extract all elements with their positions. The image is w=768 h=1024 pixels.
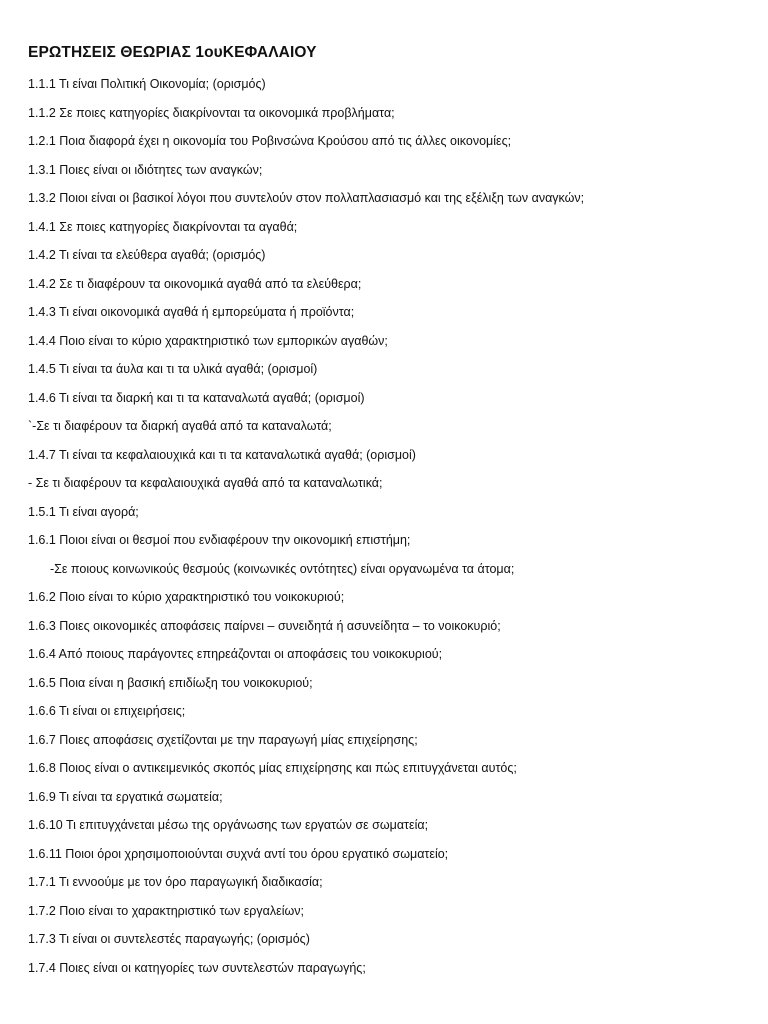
question-line: 1.4.2 Τι είναι τα ελεύθερα αγαθά; (ορισμός) <box>28 248 266 262</box>
question-list <box>28 74 758 986</box>
question-line: 1.6.10 Τι επιτυγχάνεται μέσω της οργάνωσης των εργατών σε σωματεία; <box>28 818 429 832</box>
question-line: 1.4.6 Τι είναι τα διαρκή και τι τα καταναλωτά αγαθά; (ορισμοί) <box>28 390 365 405</box>
question-line: 1.7.3 Τι είναι οι συντελεστές παραγωγής; (ορισμός) <box>28 932 310 946</box>
question-line: 1.7.4 Ποιες είναι οι κατηγορίες των συντελεστών παραγωγής; <box>28 960 366 975</box>
question-line: 1.4.1 Σε ποιες κατηγορίες διακρίνονται τα αγαθά; <box>28 219 298 234</box>
question-line: 1.7.2 Ποιο είναι το χαρακτηριστικό των εργαλείων; <box>28 903 304 918</box>
question-line: 1.1.2 Σε ποιες κατηγορίες διακρίνονται τα οικονομικά προβλήματα; <box>28 105 395 120</box>
question-line: 1.6.7 Ποιες αποφάσεις σχετίζονται με την παραγωγή μίας επιχείρησης; <box>28 732 418 747</box>
question-line: 1.4.3 Τι είναι οικονομικά αγαθά ή εμπορεύματα ή προϊόντα; <box>28 305 355 319</box>
question-line: 1.6.6 Τι είναι οι επιχειρήσεις; <box>28 704 186 718</box>
question-line: 1.6.11 Ποιοι όροι χρησιμοποιούνται συχνά αντί του όρου εργατικό σωματείο; <box>28 846 449 861</box>
question-line: `-Σε τι διαφέρουν τα διαρκή αγαθά από τα καταναλωτά; <box>28 419 332 433</box>
document-title: ΕΡΩΤΗΣΕΙΣ ΘΕΩΡΙΑΣ 1ουΚΕΦΑΛΑΙΟΥ <box>28 44 317 61</box>
question-line: - Σε τι διαφέρουν τα κεφαλαιουχικά αγαθά από τα καταναλωτικά; <box>28 476 383 490</box>
question-line: 1.6.8 Ποιος είναι ο αντικειμενικός σκοπός μίας επιχείρησης και πώς επιτυγχάνεται αυτός; <box>28 761 517 775</box>
question-line: 1.6.1 Ποιοι είναι οι θεσμοί που ενδιαφέρουν την οικονομική επιστήμη; <box>28 533 411 547</box>
question-line: 1.6.2 Ποιο είναι το κύριο χαρακτηριστικό του νοικοκυριού; <box>28 590 345 604</box>
question-line: 1.5.1 Τι είναι αγορά; <box>28 504 139 519</box>
question-line: 1.1.1 Τι είναι Πολιτική Οικονομία; (ορισμός) <box>28 77 266 91</box>
question-line: 1.7.1 Τι εννοούμε με τον όρο παραγωγική διαδικασία; <box>28 875 323 889</box>
question-line: 1.4.5 Τι είναι τα άυλα και τι τα υλικά αγαθά; (ορισμοί) <box>28 362 318 376</box>
question-line: -Σε ποιους κοινωνικούς θεσμούς (κοινωνικές οντότητες) είναι οργανωμένα τα άτομα; <box>50 561 515 576</box>
question-line: 1.4.7 Τι είναι τα κεφαλαιουχικά και τι τα καταναλωτικά αγαθά; (ορισμοί) <box>28 447 416 462</box>
question-line: 1.6.3 Ποιες οικονομικές αποφάσεις παίρνει – συνειδητά ή ασυνείδητα – το νοικοκυριό; <box>28 618 501 633</box>
question-line: 1.4.2 Σε τι διαφέρουν τα οικονομικά αγαθά από τα ελεύθερα; <box>28 276 362 291</box>
question-line: 1.3.2 Ποιοι είναι οι βασικοί λόγοι που συντελούν στον πολλαπλασιασμό και της εξέλιξη των αναγκών; <box>28 191 585 205</box>
question-line: 1.2.1 Ποια διαφορά έχει η οικονομία του Ροβινσώνα Κρούσου από τις άλλες οικονομίες; <box>28 134 512 148</box>
question-line: 1.4.4 Ποιο είναι το κύριο χαρακτηριστικό των εμπορικών αγαθών; <box>28 333 388 348</box>
question-line: 1.6.9 Τι είναι τα εργατικά σωματεία; <box>28 789 223 804</box>
question-line: 1.6.4 Από ποιους παράγοντες επηρεάζονται οι αποφάσεις του νοικοκυριού; <box>28 647 443 661</box>
question-line: 1.3.1 Ποιες είναι οι ιδιότητες των αναγκών; <box>28 162 263 177</box>
question-line: 1.6.5 Ποια είναι η βασική επιδίωξη του νοικοκυριού; <box>28 675 313 690</box>
